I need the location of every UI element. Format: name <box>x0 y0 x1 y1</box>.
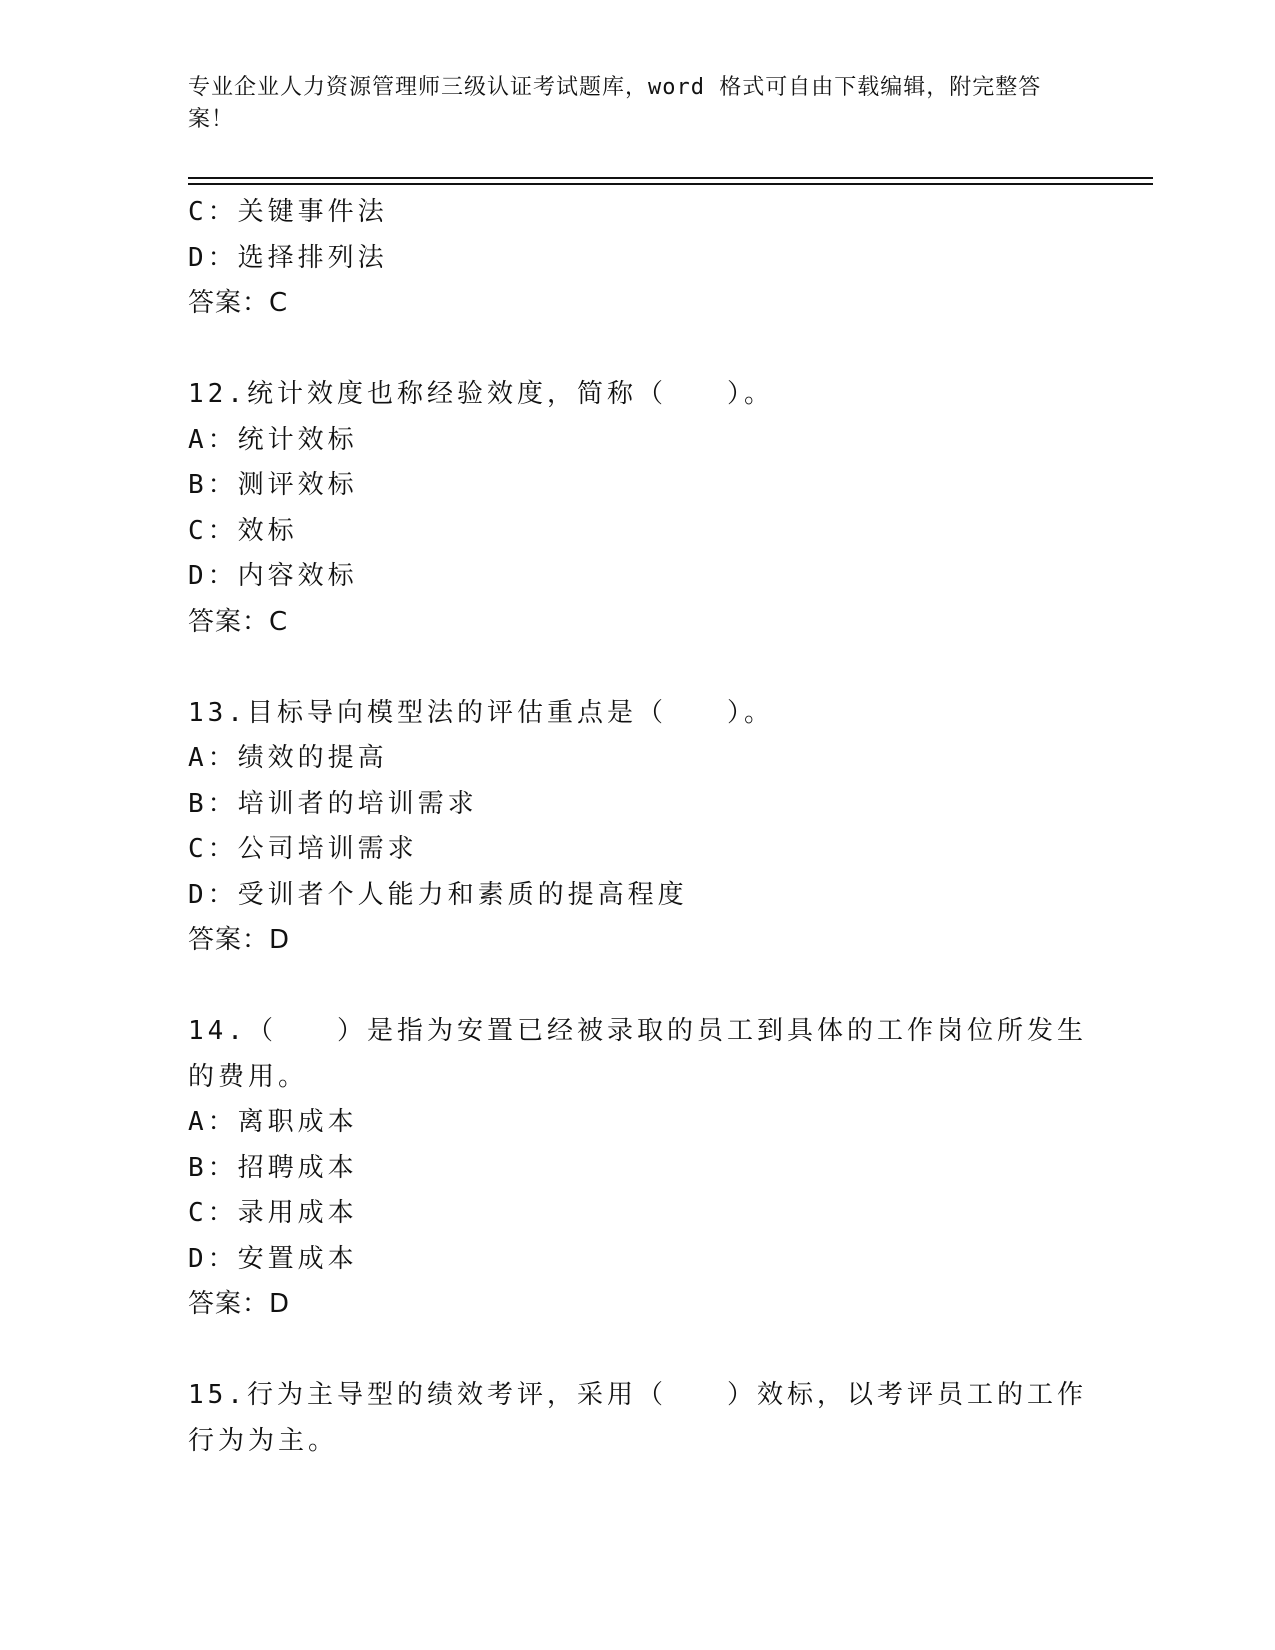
spacer <box>188 964 1088 1010</box>
header-divider-top <box>188 177 1153 179</box>
question-12 <box>188 372 1088 645</box>
option-b: B：培训者的培训需求 <box>188 788 478 819</box>
question-stem: 12.统计效度也称经验效度，简称（ ）。 <box>188 379 774 409</box>
answer-line: 答案：D <box>188 925 291 955</box>
option-b: B：测评效标 <box>188 470 358 500</box>
option-d: D：受训者个人能力和素质的提高程度 <box>188 879 688 910</box>
question-13 <box>188 691 1088 964</box>
option-a: A：离职成本 <box>188 1107 358 1137</box>
question-list <box>188 190 1088 1464</box>
option-b: B：招聘成本 <box>188 1152 358 1183</box>
option-a: A：统计效标 <box>188 424 358 455</box>
spacer <box>188 1328 1088 1374</box>
option-d: D：安置成本 <box>188 1243 358 1274</box>
option-d: D：内容效标 <box>188 561 358 591</box>
answer-line: 答案：C <box>188 606 289 637</box>
question-stem: 14.（ ）是指为安置已经被录取的员工到具体的工作岗位所发生的费用。 <box>188 1016 1087 1092</box>
question-stem: 13.目标导向模型法的评估重点是（ ）。 <box>188 697 774 728</box>
option-c: C：关键事件法 <box>188 197 388 227</box>
spacer <box>188 327 1088 373</box>
answer-line: 答案：C <box>188 288 289 318</box>
answer-line: 答案：D <box>188 1289 291 1319</box>
option-c: C：效标 <box>188 515 298 546</box>
question-14 <box>188 1009 1088 1328</box>
option-c: C：录用成本 <box>188 1198 358 1228</box>
page-header: 专业企业人力资源管理师三级认证考试题库，word 格式可自由下载编辑，附完整答案！ <box>188 75 1042 132</box>
spacer <box>188 645 1088 691</box>
question-15 <box>188 1373 1088 1464</box>
question-continued <box>188 190 1088 327</box>
option-d: D：选择排列法 <box>188 242 388 273</box>
header-divider-bottom <box>188 183 1153 185</box>
option-c: C：公司培训需求 <box>188 834 418 864</box>
option-a: A：绩效的提高 <box>188 743 388 773</box>
question-stem: 15.行为主导型的绩效考评，采用（ ）效标，以考评员工的工作行为为主。 <box>188 1380 1087 1456</box>
